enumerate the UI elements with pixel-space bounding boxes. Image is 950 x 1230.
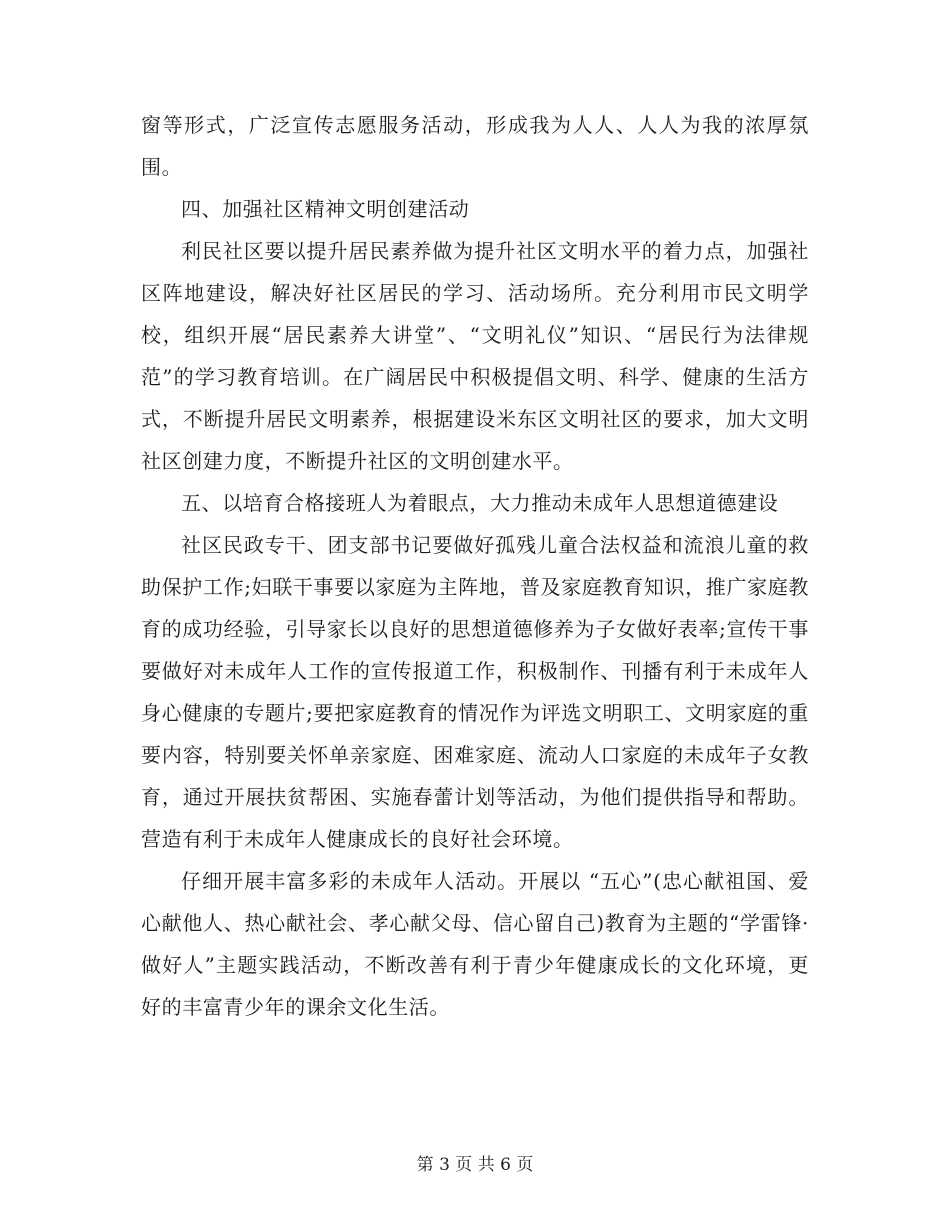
paragraph-section-4: 利民社区要以提升居民素养做为提升社区文明水平的着力点，加强社区阵地建设，解决好社区居民的学习、活动场所。充分利用市民文明学校，组织开展“居民素养大讲堂”、“文明礼仪”知识、“居民行为法律规范”的学习教育培训。在广阔居民中积极提倡文明、科学、健康的生活方式，不断提升居民文明素养，根据建设米东区文明社区的要求，加大文明社区创建力度，不断提升社区的文明创建水平。	[141, 239, 809, 473]
paragraph-continuation: 窗等形式，广泛宣传志愿服务活动，形成我为人人、人人为我的浓厚氛围。	[141, 113, 809, 179]
paragraph-section-5-b: 仔细开展丰富多彩的未成年人活动。开展以 “五心”(忠心献祖国、爱心献他人、热心献社会、孝心献父母、信心留自己)教育为主题的“学雷锋·做好人”主题实践活动，不断改善有利于青少年健康成长的文化环境，更好的丰富青少年的课余文化生活。	[141, 869, 809, 1019]
section-heading-4: 四、加强社区精神文明创建活动	[181, 197, 470, 221]
document-body	[141, 104, 809, 1028]
paragraph-section-5-a: 社区民政专干、团支部书记要做好孤残儿童合法权益和流浪儿童的救助保护工作;妇联干事要以家庭为主阵地，普及家庭教育知识，推广家庭教育的成功经验，引导家长以良好的思想道德修养为子女做好表率;宣传干事要做好对未成年人工作的宣传报道工作，积极制作、刊播有利于未成年人身心健康的专题片;要把家庭教育的情况作为评选文明职工、文明家庭的重要内容，特别要关怀单亲家庭、困难家庭、流动人口家庭的未成年子女教育，通过开展扶贫帮困、实施春蕾计划等活动，为他们提供指导和帮助。营造有利于未成年人健康成长的良好社会环境。	[141, 533, 809, 851]
page-number-label: 第 3 页 共 6 页	[416, 1155, 534, 1175]
section-heading-5: 五、以培育合格接班人为着眼点，大力推动未成年人思想道德建设	[181, 491, 779, 515]
page-footer	[0, 1150, 950, 1175]
